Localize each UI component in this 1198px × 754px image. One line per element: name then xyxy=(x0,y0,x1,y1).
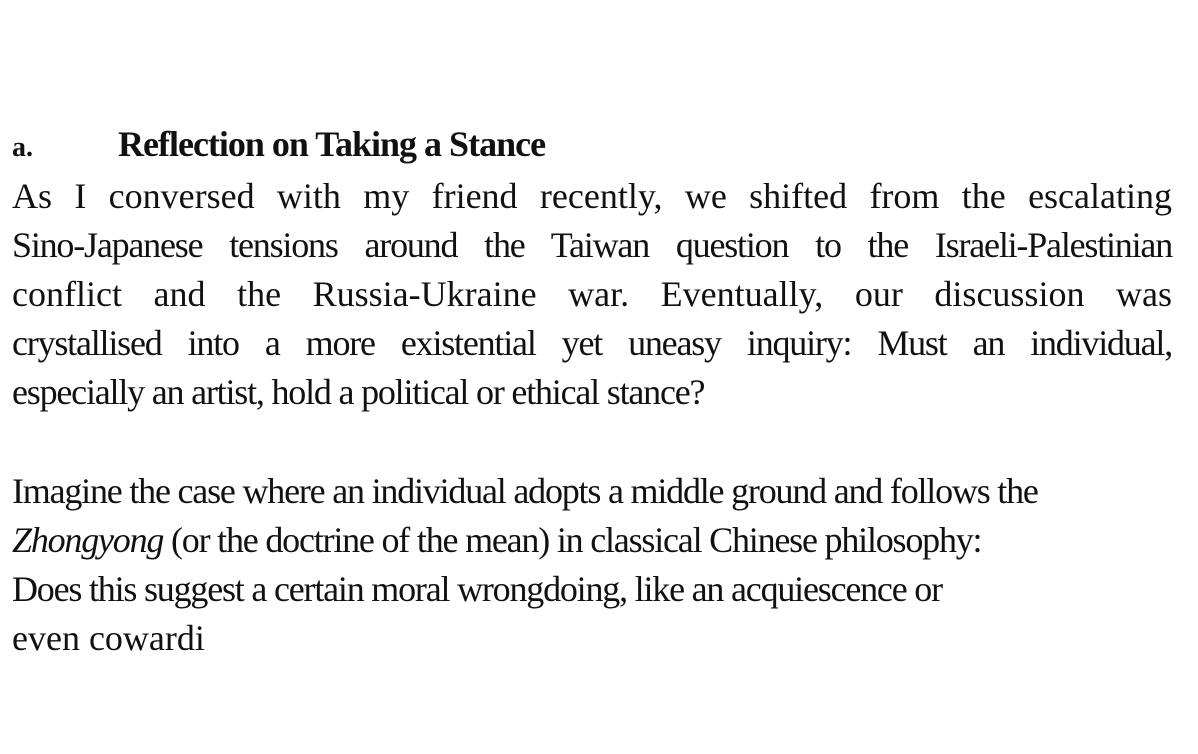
paragraph-1 xyxy=(12,172,1172,417)
section-marker: a. xyxy=(12,132,33,163)
paragraph-2 xyxy=(12,467,1172,663)
paragraph-2-line-4: even cowardi xyxy=(12,618,205,658)
paragraph-2-line-3: Does this suggest a certain moral wrongdoing, like an acquiescence or xyxy=(12,569,942,609)
section-heading xyxy=(12,120,1172,172)
paragraph-1-line-1: As I conversed with my friend recently, we shifted from the escalating xyxy=(12,176,1172,216)
paragraph-gap xyxy=(12,417,1172,467)
paragraph-1-line-3: conflict and the Russia-Ukraine war. Eventually, our discussion was xyxy=(12,274,1172,314)
paragraph-1-line-4: crystallised into a more existential yet uneasy inquiry: Must an individual, xyxy=(12,323,1172,363)
document-page xyxy=(12,120,1172,663)
paragraph-1-line-2: Sino-Japanese tensions around the Taiwan question to the Israeli-Palestinian xyxy=(12,225,1172,265)
section-title: Reflection on Taking a Stance xyxy=(118,124,546,164)
paragraph-2-line-1: Imagine the case where an individual adopts a middle ground and follows the xyxy=(12,471,1038,511)
paragraph-1-line-5: especially an artist, hold a political or ethical stance? xyxy=(12,372,705,412)
zhongyong-term: Zhongyong xyxy=(12,520,164,560)
paragraph-2-line-2-rest: (or the doctrine of the mean) in classical Chinese philosophy: xyxy=(163,520,982,560)
paragraph-2-line-2 xyxy=(12,516,1172,565)
